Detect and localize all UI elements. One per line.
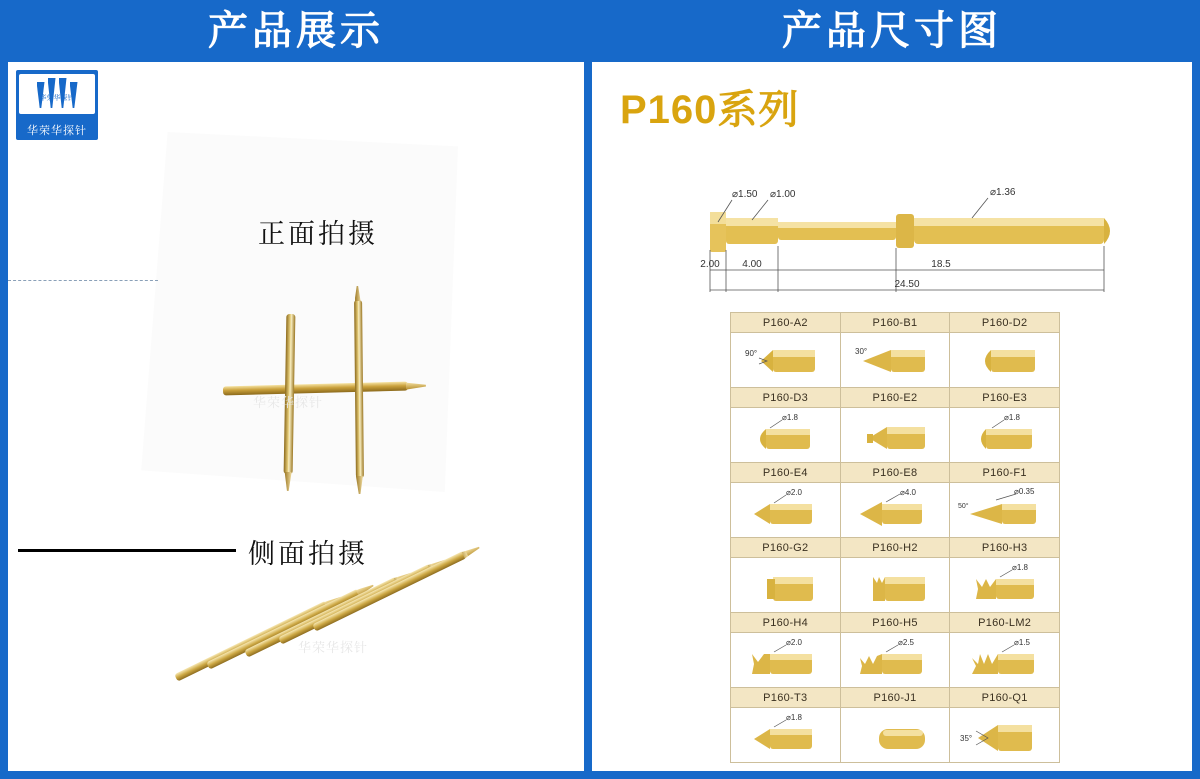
angle-label: 35°: [959, 734, 972, 743]
diameter-label-1: ⌀1.50: [732, 189, 758, 200]
total-length-label: 24.50: [894, 279, 920, 290]
diameter-label-2: ⌀1.00: [770, 189, 796, 200]
diameter-label-3: ⌀1.36: [990, 187, 1016, 198]
variant-figure: [950, 558, 1060, 613]
variant-figure: [950, 633, 1060, 688]
table-row: [731, 333, 1060, 388]
product-photo-body: [8, 62, 584, 771]
variant-header: P160-E8: [840, 463, 950, 483]
variant-figure: [950, 483, 1060, 538]
caption-front-view: 正面拍摄: [258, 219, 378, 249]
table-header-row: [731, 613, 1060, 633]
variant-header: P160-H2: [840, 538, 950, 558]
diameter-label: ⌀1.8: [786, 713, 803, 722]
variant-figure: [840, 408, 950, 463]
diameter-label: ⌀2.0: [786, 488, 803, 497]
table-row: [731, 408, 1060, 463]
logo-sub-text: 华荣华探针: [39, 95, 75, 102]
variant-figure: [731, 483, 841, 538]
diameter-label: ⌀1.5: [1013, 638, 1030, 647]
variant-header: P160-D3: [731, 388, 841, 408]
logo-brand-text: 华荣华探针: [27, 125, 87, 137]
watermark-side: 华荣华探针: [298, 640, 369, 655]
table-header-row: [731, 463, 1060, 483]
series-title: P160系列: [620, 88, 800, 132]
diameter-label: ⌀1.8: [1003, 413, 1020, 422]
table-header-row: [731, 388, 1060, 408]
pin-tip-icon: [462, 544, 481, 558]
variant-figure: [731, 408, 841, 463]
variant-header: P160-T3: [731, 688, 841, 708]
variant-header: P160-E2: [840, 388, 950, 408]
diameter-label: ⌀2.0: [786, 638, 803, 647]
right-panel-title: 产品尺寸图: [782, 9, 1002, 53]
variant-header: P160-F1: [950, 463, 1060, 483]
variant-header: P160-E3: [950, 388, 1060, 408]
left-panel-title: 产品展示: [208, 9, 384, 53]
table-row: [731, 708, 1060, 763]
table-header-row: [731, 313, 1060, 333]
angle-label: 50°: [957, 503, 969, 510]
crown-logo-icon: [19, 74, 95, 114]
variant-figure: [731, 708, 841, 763]
variant-figure: [731, 333, 841, 388]
variant-figure: [840, 558, 950, 613]
length-label-3: 18.5: [931, 259, 951, 270]
angle-label: 30°: [854, 347, 868, 356]
dimension-drawing: [592, 142, 1184, 327]
company-logo: [16, 70, 98, 140]
variant-figure: [731, 558, 841, 613]
variant-figure: [950, 408, 1060, 463]
side-pin-2: [206, 589, 361, 670]
length-label-2: 4.00: [742, 259, 762, 270]
table-row: [731, 558, 1060, 613]
table-row: [731, 483, 1060, 538]
diameter-label: ⌀1.8: [782, 413, 799, 422]
variant-header: P160-G2: [731, 538, 841, 558]
diameter-label: ⌀0.35: [1013, 487, 1035, 496]
table-header-row: [731, 688, 1060, 708]
variant-header: P160-LM2: [950, 613, 1060, 633]
product-photo-panel: [0, 0, 592, 779]
variant-figure: [731, 633, 841, 688]
dimension-body: [592, 62, 1192, 771]
diameter-label: ⌀2.5: [897, 638, 914, 647]
length-label-1: 2.00: [700, 259, 720, 270]
variant-header: P160-B1: [840, 313, 950, 333]
dashed-guide-line: [8, 280, 158, 281]
variant-header: P160-A2: [731, 313, 841, 333]
variant-figure: [840, 708, 950, 763]
variant-header: P160-J1: [840, 688, 950, 708]
table-header-row: [731, 538, 1060, 558]
caption-side-view: 侧面拍摄: [248, 539, 368, 569]
variant-figure: [840, 633, 950, 688]
variant-table: [730, 312, 1060, 763]
variant-figure: [950, 708, 1060, 763]
variant-header: P160-H3: [950, 538, 1060, 558]
watermark-front: 华荣华探针: [253, 395, 324, 410]
variant-header: P160-H5: [840, 613, 950, 633]
variant-header: P160-E4: [731, 463, 841, 483]
variant-header: P160-H4: [731, 613, 841, 633]
diameter-label: ⌀1.8: [1011, 563, 1028, 572]
variant-figure: [840, 483, 950, 538]
variant-header: P160-Q1: [950, 688, 1060, 708]
product-dimension-panel: [592, 0, 1200, 779]
table-row: [731, 633, 1060, 688]
variant-header: P160-D2: [950, 313, 1060, 333]
diameter-label: ⌀4.0: [899, 488, 916, 497]
section-divider: [18, 549, 236, 552]
variant-figure: [950, 333, 1060, 388]
variant-figure: [840, 333, 950, 388]
angle-label: 90°: [745, 349, 758, 358]
